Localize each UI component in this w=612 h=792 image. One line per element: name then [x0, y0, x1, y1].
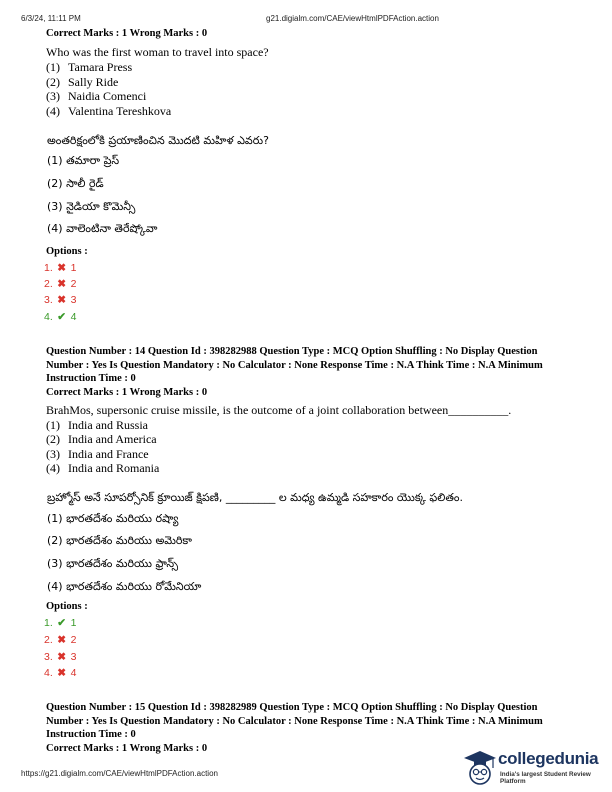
q15-marks: Correct Marks : 1 Wrong Marks : 0	[46, 743, 208, 754]
cross-icon: ✖	[57, 278, 67, 290]
q14-option-1	[46, 418, 148, 433]
answer-value: 4	[70, 667, 77, 679]
q14-telugu-option-4: (4) భారతదేశం మరియు రోమేనియా	[47, 580, 202, 593]
q13-telugu-option-3: (3) నైడియా కొమెన్సీ	[47, 200, 136, 213]
answer-value: 2	[70, 634, 77, 646]
q13-telugu-option-2: (2) సాలీ రైడ్	[47, 177, 104, 190]
option-number: (3)	[46, 89, 60, 103]
q13-options-label: Options :	[46, 246, 88, 257]
q14-answer-1	[44, 617, 76, 629]
logo-tagline: India's largest Student Review Platform	[500, 771, 591, 785]
option-text: India and America	[68, 432, 157, 446]
option-number: (4)	[46, 461, 60, 475]
answer-label: 2.	[44, 278, 53, 290]
option-number: (4)	[46, 103, 60, 118]
option-text: India and Russia	[68, 417, 148, 432]
answer-label: 1.	[44, 617, 53, 629]
q15-meta: Question Number : 15 Question Id : 398282989 Question Type : MCQ Option Shuffling : No Display Question Number : Yes Is Question Mandatory : No Calculator : None Response Time : N.A Think Time : N.A Minimum Instruction Time : 0	[46, 702, 543, 740]
print-url: g21.digialm.com/CAE/viewHtmlPDFAction.action	[266, 14, 439, 23]
footer-url: https://g21.digialm.com/CAE/viewHtmlPDFAction.action	[21, 769, 218, 778]
q13-telugu-option-4: (4) వాలెంటినా తెరేష్కోవా	[47, 222, 158, 235]
q14-answer-3	[44, 651, 76, 663]
q14-telugu-option-2: (2) భారతదేశం మరియు అమెరికా	[47, 534, 192, 547]
q14-telugu-option-1: (1) భారతదేశం మరియు రష్యా	[47, 512, 179, 525]
q14-telugu-question: బ్రహ్మోస్ అనే సూపర్సోనిక్ క్రూయిజ్ క్షిపణి, _________ ల మధ్య ఉమ్మడి సహకారం యొక్క ఫలితం.	[47, 491, 463, 504]
answer-label: 4.	[44, 667, 53, 679]
q13-option-4	[46, 104, 171, 119]
option-text: Valentina Tereshkova	[68, 103, 172, 118]
q14-telugu-option-3: (3) భారతదేశం మరియు ఫ్రాన్స్	[47, 557, 179, 570]
answer-label: 1.	[44, 262, 53, 274]
q13-telugu-option-1: (1) తమారా ప్రెస్	[47, 154, 120, 167]
q13-telugu-question: అంతరిక్షంలోకి ప్రయాణించిన మొదటి మహిళ ఎవరు?	[47, 134, 269, 147]
q14-marks: Correct Marks : 1 Wrong Marks : 0	[46, 387, 208, 398]
q13-marks: Correct Marks : 1 Wrong Marks : 0	[46, 28, 208, 39]
cross-icon: ✖	[57, 294, 67, 306]
q14-option-4	[46, 461, 159, 476]
q13-answer-1	[44, 262, 76, 274]
q13-option-1	[46, 60, 132, 75]
q14-answer-4	[44, 667, 76, 679]
answer-value: 3	[70, 651, 77, 663]
q13-option-2	[46, 75, 118, 90]
q14-option-2	[46, 432, 157, 447]
option-text: India and Romania	[68, 461, 160, 475]
answer-value: 1	[70, 262, 77, 274]
cross-icon: ✖	[57, 262, 67, 274]
print-datetime: 6/3/24, 11:11 PM	[21, 14, 81, 23]
option-text: Sally Ride	[68, 74, 119, 89]
answer-label: 3.	[44, 651, 53, 663]
q14-question: BrahMos, supersonic cruise missile, is the outcome of a joint collaboration between__________.	[46, 403, 512, 417]
cross-icon: ✖	[57, 667, 67, 679]
option-text: Tamara Press	[68, 60, 133, 74]
cross-icon: ✖	[57, 651, 67, 663]
cross-icon: ✖	[57, 634, 67, 646]
q13-answer-2	[44, 278, 76, 290]
answer-label: 3.	[44, 294, 53, 306]
answer-value: 4	[70, 311, 77, 323]
logo-name: collegedunia	[498, 749, 599, 768]
check-icon: ✔	[57, 617, 67, 629]
q14-answer-2	[44, 634, 76, 646]
answer-label: 4.	[44, 311, 53, 323]
option-number: (2)	[46, 432, 60, 446]
answer-value: 3	[70, 294, 77, 306]
option-number: (1)	[46, 417, 60, 432]
option-number: (1)	[46, 60, 60, 74]
q13-option-3	[46, 89, 146, 104]
option-number: (3)	[46, 446, 60, 461]
answer-value: 1	[70, 617, 77, 629]
answer-label: 2.	[44, 634, 53, 646]
check-icon: ✔	[57, 311, 67, 323]
option-number: (2)	[46, 74, 60, 89]
answer-value: 2	[70, 278, 77, 290]
q13-answer-4	[44, 311, 76, 323]
option-text: Naidia Comenci	[68, 89, 147, 103]
option-text: India and France	[68, 446, 149, 461]
q14-option-3	[46, 447, 149, 462]
q13-answer-3	[44, 294, 76, 306]
q14-meta: Question Number : 14 Question Id : 398282988 Question Type : MCQ Option Shuffling : No Display Question Number : Yes Is Question Mandatory : No Calculator : None Response Time : N.A Think Time : N.A Minimum Instruction Time : 0	[46, 346, 543, 384]
q13-question: Who was the first woman to travel into space?	[46, 45, 269, 59]
q14-options-label: Options :	[46, 601, 88, 612]
